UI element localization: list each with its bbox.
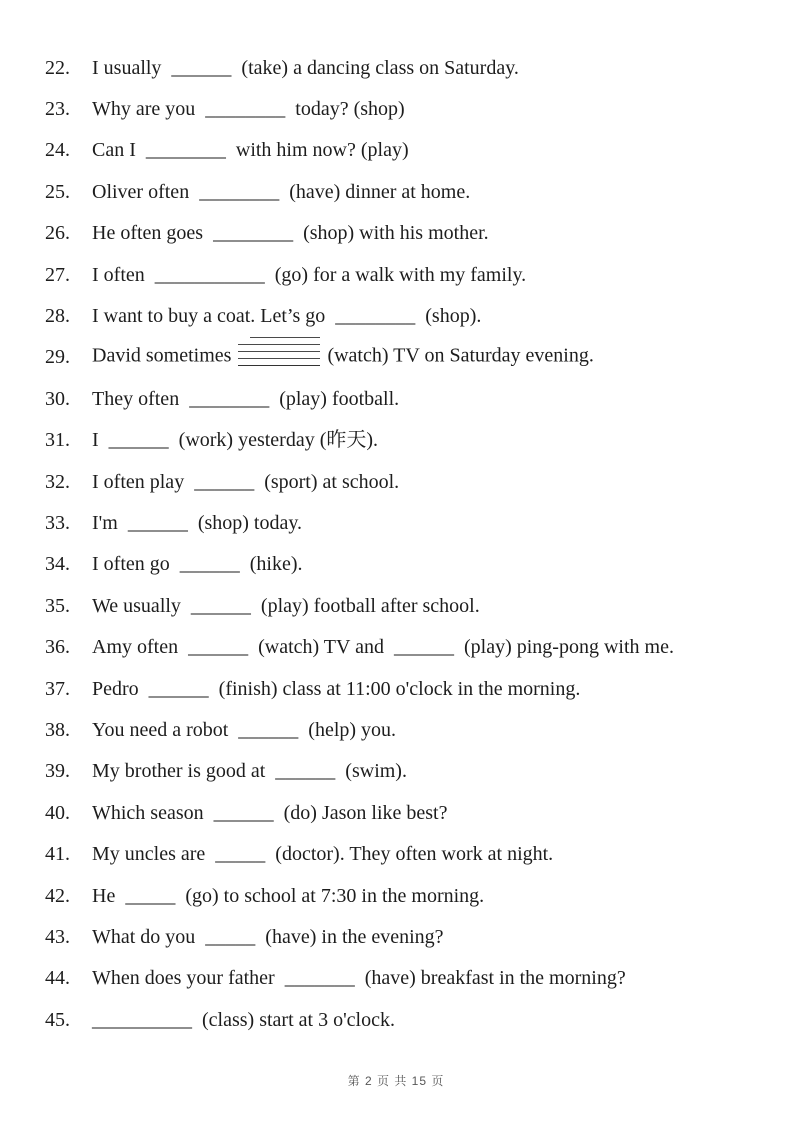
question-number: 35. — [45, 594, 70, 617]
question-text: What do you _____ (have) in the evening? — [92, 925, 444, 948]
question-text: Oliver often ________ (have) dinner at home. — [92, 180, 471, 203]
question-text: Which season ______ (do) Jason like best? — [92, 801, 448, 824]
question-number: 29. — [45, 346, 70, 369]
question-text: I want to buy a coat. Let’s go ________ (shop). — [92, 305, 482, 328]
question-item — [45, 88, 756, 129]
question-number: 45. — [45, 1008, 70, 1031]
question-text: You need a robot ______ (help) you. — [92, 718, 397, 741]
question-item — [45, 626, 756, 667]
question-item — [45, 130, 756, 171]
question-text: I often ___________ (go) for a walk with my family. — [92, 263, 527, 286]
question-text: I usually ______ (take) a dancing class on Saturday. — [92, 56, 519, 79]
question-number: 42. — [45, 884, 70, 907]
question-text: They often ________ (play) football. — [92, 387, 400, 410]
question-number: 33. — [45, 511, 70, 534]
question-text: Can I ________ with him now? (play) — [92, 139, 409, 162]
question-number: 23. — [45, 98, 70, 121]
question-text: __________ (class) start at 3 o'clock. — [92, 1008, 395, 1031]
question-number: 30. — [45, 387, 70, 410]
multiline-blank — [238, 336, 320, 370]
question-item — [45, 337, 756, 378]
question-item — [45, 378, 756, 419]
question-number: 38. — [45, 718, 70, 741]
question-number: 44. — [45, 967, 70, 990]
question-number: 25. — [45, 180, 70, 203]
page-footer: 第 2 页 共 15 页 — [347, 1074, 445, 1088]
question-number: 22. — [45, 56, 70, 79]
question-number: 34. — [45, 553, 70, 576]
question-item — [45, 958, 756, 999]
question-number: 39. — [45, 760, 70, 783]
question-item — [45, 709, 756, 750]
question-text: I often go ______ (hike). — [92, 553, 303, 576]
question-number: 24. — [45, 139, 70, 162]
question-text: My uncles are _____ (doctor). They often work at night. — [92, 843, 554, 866]
question-item — [45, 668, 756, 709]
question-item — [45, 47, 756, 88]
question-text: I often play ______ (sport) at school. — [92, 470, 400, 493]
question-number: 27. — [45, 263, 70, 286]
question-text: Amy often ______ (watch) TV and ______ (play) ping-pong with me. — [92, 636, 674, 659]
question-item — [45, 502, 756, 543]
question-number: 36. — [45, 636, 70, 659]
question-text: He _____ (go) to school at 7:30 in the morning. — [92, 884, 485, 907]
question-item — [45, 875, 756, 916]
question-item — [45, 544, 756, 585]
question-text: He often goes ________ (shop) with his mother. — [92, 222, 489, 245]
question-item — [45, 295, 756, 336]
question-text: When does your father _______ (have) breakfast in the morning? — [92, 967, 626, 990]
question-item — [45, 254, 756, 295]
question-item — [45, 916, 756, 957]
question-item — [45, 792, 756, 833]
question-item — [45, 213, 756, 254]
question-number: 37. — [45, 677, 70, 700]
question-text: I ______ (work) yesterday (昨天). — [92, 429, 379, 452]
question-number: 32. — [45, 470, 70, 493]
question-text: Why are you ________ today? (shop) — [92, 98, 405, 121]
question-item — [45, 999, 756, 1040]
question-number: 41. — [45, 843, 70, 866]
question-number: 43. — [45, 925, 70, 948]
question-text: My brother is good at ______ (swim). — [92, 760, 407, 783]
question-number: 40. — [45, 801, 70, 824]
question-item — [45, 585, 756, 626]
question-item — [45, 751, 756, 792]
question-text: David sometimes (watch) TV on Saturday evening. — [92, 340, 594, 374]
question-number: 31. — [45, 429, 70, 452]
question-item — [45, 461, 756, 502]
question-number: 28. — [45, 305, 70, 328]
question-text: I'm ______ (shop) today. — [92, 511, 303, 534]
question-item — [45, 171, 756, 212]
question-text: Pedro ______ (finish) class at 11:00 o'clock in the morning. — [92, 677, 581, 700]
question-item — [45, 833, 756, 874]
question-number: 26. — [45, 222, 70, 245]
question-item — [45, 420, 756, 461]
question-text: We usually ______ (play) football after school. — [92, 594, 480, 617]
